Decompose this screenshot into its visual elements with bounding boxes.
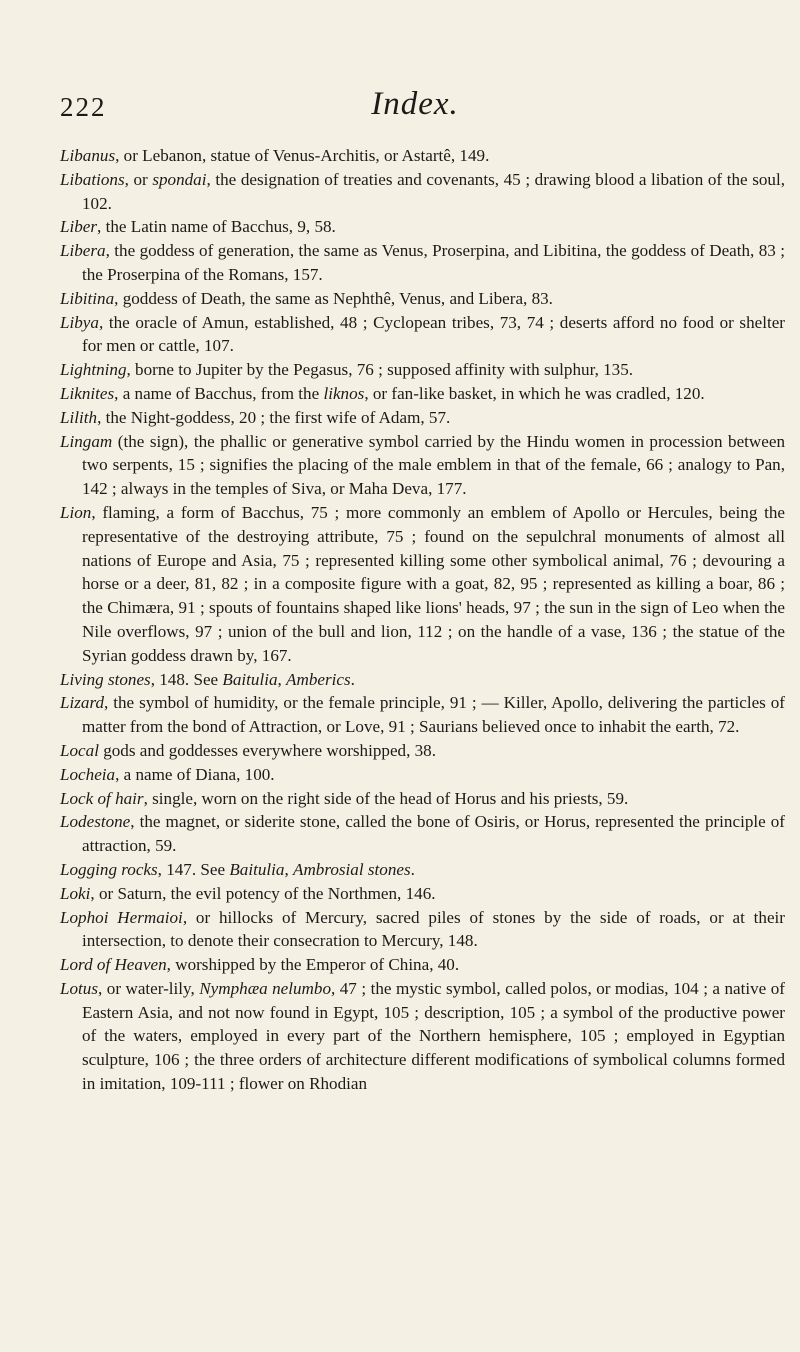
entry-text: , or fan-like basket, in which he was cradled, 120.: [364, 383, 705, 403]
entry-italic-term: Baitulia: [222, 669, 278, 689]
entry-italic-term: Amberics: [286, 669, 351, 689]
entry-headword: Liknites: [60, 383, 115, 403]
entry-text: .: [350, 669, 355, 689]
entry-italic-term: Ambrosial stones: [293, 859, 411, 879]
index-entry: [60, 668, 785, 692]
page-header: [60, 86, 770, 126]
entry-text: , flaming, a form of Bacchus, 75 ; more commonly an emblem of Apollo or Hercules, being the representative of the destroying attribute, 75 ; found on the sepulchral monuments of almost all nations of Europe and Asia, 75 ; represented killing some other symbolical animal, 76 ; devouring a horse or a deer, 81, 82 ; in a composite figure with a goat, 82, 95 ; represented as killing a boar, 86 ; the Chimæra, 91 ; spouts of fountains shaped like lions' heads, 97 ; the sun in the sign of Leo when the Nile overflows, 97 ; union of the bull and lion, 112 ; on the handle of a vase, 136 ; the statue of the Syrian goddess drawn by, 167.: [82, 502, 785, 665]
entry-headword: Lilith: [60, 407, 98, 427]
entry-text: , goddess of Death, the same as Nephthê, Venus, and Libera, 83.: [114, 288, 553, 308]
index-entry: [60, 215, 785, 239]
entry-text: , worshipped by the Emperor of China, 40.: [166, 955, 460, 975]
index-entry: [60, 239, 785, 287]
entry-headword: Locheia: [60, 764, 116, 784]
entry-headword: Lotus: [60, 978, 99, 998]
entry-text: .: [410, 859, 415, 879]
entry-text: , or water-lily,: [98, 978, 200, 998]
entry-headword: Libitina: [60, 288, 115, 308]
entry-headword: Lodestone: [60, 812, 131, 832]
index-entry: [60, 311, 785, 359]
entry-text: , single, worn on the right side of the head of Horus and his priests, 59.: [143, 788, 629, 808]
entry-headword: Lord of Heaven: [60, 955, 167, 975]
index-entry: [60, 691, 785, 739]
entry-text: , or: [124, 169, 153, 189]
index-entry: [60, 787, 785, 811]
entry-headword: Liber: [60, 217, 98, 237]
entry-text: (the sign), the phallic or generative symbol carried by the Hindu women in procession between two serpents, 15 ; signifies the placing of the male emblem in that of the female, 66 ; analogy to Pan, 142 ; always in the temples of Siva, or Maha Deva, 177.: [82, 431, 785, 499]
entry-text: , the Night-goddess, 20 ; the first wife of Adam, 57.: [97, 407, 451, 427]
entry-text: , the oracle of Amun, established, 48 ; Cyclopean tribes, 73, 74 ; deserts afford no food or shelter for men or cattle, 107.: [82, 312, 785, 356]
entry-text: , the Latin name of Bacchus, 9, 58.: [97, 217, 336, 237]
index-entry: [60, 882, 785, 906]
entry-headword: Lock of hair: [60, 788, 144, 808]
entry-text: , or hillocks of Mercury, sacred piles of stones by the side of roads, or at their intersection, to denote their consecration to Mercury, 148.: [82, 907, 785, 951]
index-entry: [60, 763, 785, 787]
page-title: Index.: [371, 86, 459, 122]
entry-text: , the magnet, or siderite stone, called the bone of Osiris, or Horus, represented the principle of attraction, 59.: [82, 812, 785, 856]
entry-headword: Logging rocks: [60, 859, 158, 879]
index-entry: [60, 358, 785, 382]
entry-text: gods and goddesses everywhere worshipped, 38.: [98, 740, 436, 760]
index-entry: [60, 406, 785, 430]
index-entry: [60, 977, 785, 1096]
entry-text: , 148. See: [150, 669, 223, 689]
index-entry: [60, 953, 785, 977]
page-number: 222: [60, 92, 107, 122]
entry-headword: Local: [60, 740, 99, 760]
index-entry: [60, 144, 785, 168]
entry-headword: Lingam: [60, 431, 113, 451]
index-entry: [60, 382, 785, 406]
index-entry: [60, 739, 785, 763]
index-entry: [60, 501, 785, 668]
entry-headword: Libera: [60, 241, 106, 261]
entry-headword: Lophoi Hermaioi: [60, 907, 183, 927]
index-entry: [60, 810, 785, 858]
index-entry: [60, 430, 785, 501]
index-entry: [60, 858, 785, 882]
entry-headword: Libya: [60, 312, 99, 332]
entry-text: , the symbol of humidity, or the female principle, 91 ; — Killer, Apollo, delivering the particles of matter from the bond of Attraction, or Love, 91 ; Saurians believed once to inhabit the earth, 72.: [82, 693, 785, 737]
entry-italic-term: Nymphæa nelumbo: [199, 978, 331, 998]
entry-italic-term: liknos: [323, 383, 365, 403]
entry-headword: Loki: [60, 883, 91, 903]
entry-text: , the designation of treaties and covenants, 45 ; drawing blood a libation of the soul, 102.: [82, 169, 785, 213]
index-entry: [60, 287, 785, 311]
index-entries: [60, 144, 785, 1096]
index-entry: [60, 906, 785, 954]
entry-text: , the goddess of generation, the same as Venus, Proserpina, and Libitina, the goddess of Death, 83 ; the Proserpina of the Romans, 157.: [82, 241, 785, 284]
entry-headword: Lion: [60, 502, 92, 522]
index-entry: [60, 168, 785, 216]
entry-text: , a name of Diana, 100.: [115, 764, 275, 784]
entry-italic-term: spondai: [152, 169, 207, 189]
entry-headword: Lizard: [60, 693, 105, 713]
entry-headword: Libanus: [60, 146, 116, 165]
entry-headword: Libations: [60, 169, 125, 189]
entry-headword: Living stones: [60, 669, 151, 689]
entry-headword: Lightning: [60, 360, 127, 380]
entry-text: , a name of Bacchus, from the: [114, 383, 324, 403]
entry-italic-term: Baitulia: [229, 859, 285, 879]
entry-text: , or Lebanon, statue of Venus-Architis, or Astartê, 149.: [115, 146, 490, 165]
entry-text: , 47 ; the mystic symbol, called polos, or modias, 104 ; a native of Eastern Asia, and not now found in Egypt, 105 ; description, 105 ; a symbol of the productive power of the waters, employed in every part of the Northern hemisphere, 105 ; employed in Egyptian sculpture, 106 ; the three orders of architecture different modifications of symbolical columns formed in imitation, 109-111 ; flower on Rhodian: [82, 978, 785, 1094]
entry-text: , or Saturn, the evil potency of the Northmen, 146.: [90, 883, 436, 903]
entry-text: , 147. See: [157, 859, 230, 879]
entry-text: ,: [277, 669, 287, 689]
entry-text: ,: [284, 859, 293, 879]
entry-text: , borne to Jupiter by the Pegasus, 76 ; supposed affinity with sulphur, 135.: [126, 360, 634, 380]
